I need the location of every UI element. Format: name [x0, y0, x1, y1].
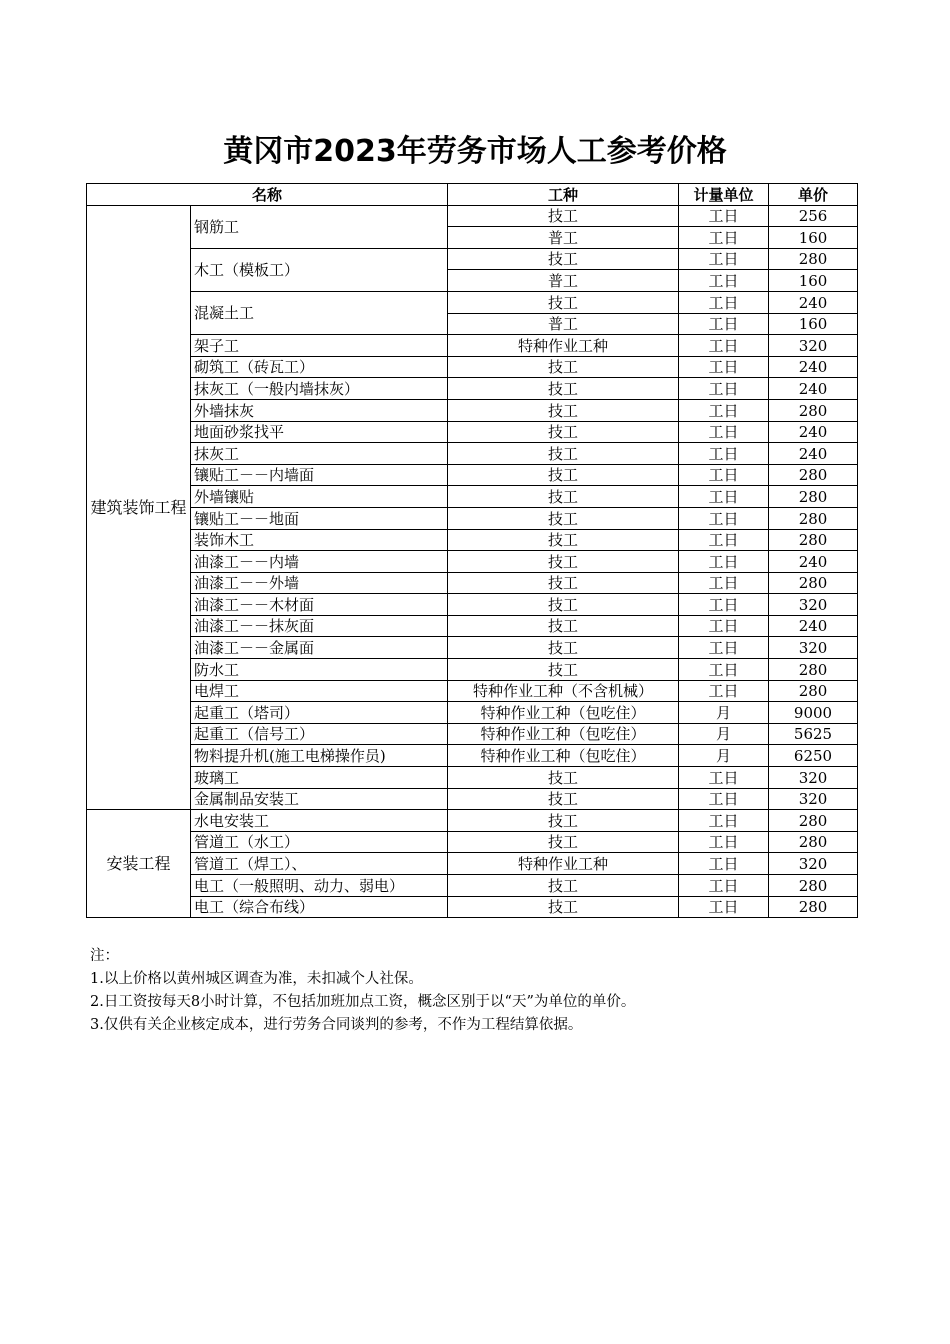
table-row — [87, 723, 858, 745]
price-table — [86, 183, 858, 918]
item-unit: 工日 — [679, 529, 769, 551]
item-price: 240 — [769, 421, 858, 443]
item-type: 技工 — [448, 464, 679, 486]
item-type: 技工 — [448, 572, 679, 594]
table-row — [87, 680, 858, 702]
header-unit: 计量单位 — [679, 184, 769, 206]
item-type: 技工 — [448, 529, 679, 551]
note-item: 1.以上价格以黄州城区调查为准，未扣减个人社保。 — [90, 971, 423, 987]
item-unit: 工日 — [679, 378, 769, 400]
item-unit: 工日 — [679, 615, 769, 637]
item-name: 地面砂浆找平 — [191, 421, 448, 443]
item-name: 抹灰工 — [191, 443, 448, 465]
table-row — [87, 767, 858, 789]
item-unit: 工日 — [679, 680, 769, 702]
item-unit: 工日 — [679, 767, 769, 789]
table-row — [87, 788, 858, 810]
notes — [90, 945, 635, 1037]
item-name: 金属制品安装工 — [191, 788, 448, 810]
table-row — [87, 853, 858, 875]
item-type: 技工 — [448, 594, 679, 616]
item-unit: 工日 — [679, 335, 769, 357]
item-name: 物料提升机(施工电梯操作员) — [191, 745, 448, 767]
table-row — [87, 486, 858, 508]
item-type: 特种作业工种（包吃住） — [448, 745, 679, 767]
item-name: 混凝土工 — [191, 291, 448, 334]
item-type: 技工 — [448, 443, 679, 465]
table-row — [87, 594, 858, 616]
item-price: 280 — [769, 248, 858, 270]
table-row — [87, 356, 858, 378]
item-unit: 工日 — [679, 270, 769, 292]
table-row — [87, 615, 858, 637]
header-type: 工种 — [448, 184, 679, 206]
table-row — [87, 875, 858, 897]
item-unit: 工日 — [679, 572, 769, 594]
item-type: 技工 — [448, 659, 679, 681]
header-price: 单价 — [769, 184, 858, 206]
table-row — [87, 464, 858, 486]
item-unit: 工日 — [679, 810, 769, 832]
table-row — [87, 810, 858, 832]
table-row — [87, 529, 858, 551]
item-unit: 月 — [679, 702, 769, 724]
item-price: 280 — [769, 680, 858, 702]
item-type: 技工 — [448, 205, 679, 227]
item-price: 280 — [769, 875, 858, 897]
table-row — [87, 335, 858, 357]
item-name: 镶贴工－－内墙面 — [191, 464, 448, 486]
item-type: 技工 — [448, 356, 679, 378]
table-row — [87, 399, 858, 421]
item-type: 特种作业工种（包吃住） — [448, 702, 679, 724]
table-header-row — [87, 184, 858, 206]
item-unit: 工日 — [679, 788, 769, 810]
item-unit: 工日 — [679, 507, 769, 529]
item-unit: 工日 — [679, 637, 769, 659]
category-building: 建筑装饰工程 — [87, 205, 191, 810]
table-row — [87, 896, 858, 918]
item-name: 油漆工－－金属面 — [191, 637, 448, 659]
item-price: 280 — [769, 464, 858, 486]
item-price: 280 — [769, 831, 858, 853]
table-row — [87, 443, 858, 465]
table-row — [87, 378, 858, 400]
item-type: 技工 — [448, 767, 679, 789]
item-unit: 工日 — [679, 291, 769, 313]
item-type: 技工 — [448, 551, 679, 573]
item-type: 技工 — [448, 248, 679, 270]
item-type: 技工 — [448, 486, 679, 508]
item-price: 240 — [769, 378, 858, 400]
table-row — [87, 421, 858, 443]
item-name: 电焊工 — [191, 680, 448, 702]
item-type: 特种作业工种 — [448, 335, 679, 357]
item-type: 技工 — [448, 421, 679, 443]
item-price: 280 — [769, 810, 858, 832]
item-price: 280 — [769, 659, 858, 681]
table-row — [87, 507, 858, 529]
item-name: 电工（综合布线） — [191, 896, 448, 918]
table-row — [87, 637, 858, 659]
item-name: 管道工（焊工）、 — [191, 853, 448, 875]
item-unit: 工日 — [679, 875, 769, 897]
item-unit: 工日 — [679, 248, 769, 270]
item-name: 外墙镶贴 — [191, 486, 448, 508]
item-price: 240 — [769, 291, 858, 313]
item-name: 装饰木工 — [191, 529, 448, 551]
item-price: 280 — [769, 486, 858, 508]
table-row — [87, 291, 858, 313]
item-unit: 工日 — [679, 227, 769, 249]
item-price: 5625 — [769, 723, 858, 745]
item-name: 外墙抹灰 — [191, 399, 448, 421]
table-row — [87, 659, 858, 681]
item-type: 技工 — [448, 291, 679, 313]
item-name: 管道工（水工） — [191, 831, 448, 853]
item-unit: 工日 — [679, 853, 769, 875]
item-unit: 工日 — [679, 831, 769, 853]
table-row — [87, 551, 858, 573]
item-type: 技工 — [448, 507, 679, 529]
item-unit: 工日 — [679, 313, 769, 335]
item-unit: 工日 — [679, 421, 769, 443]
item-unit: 工日 — [679, 356, 769, 378]
item-price: 256 — [769, 205, 858, 227]
item-type: 普工 — [448, 313, 679, 335]
item-type: 技工 — [448, 896, 679, 918]
item-name: 玻璃工 — [191, 767, 448, 789]
item-type: 特种作业工种（不含机械） — [448, 680, 679, 702]
item-price: 240 — [769, 551, 858, 573]
item-type: 特种作业工种 — [448, 853, 679, 875]
table-row — [87, 702, 858, 724]
item-price: 280 — [769, 572, 858, 594]
item-price: 320 — [769, 767, 858, 789]
item-type: 技工 — [448, 399, 679, 421]
item-price: 280 — [769, 507, 858, 529]
item-price: 6250 — [769, 745, 858, 767]
table-row — [87, 572, 858, 594]
item-price: 240 — [769, 443, 858, 465]
item-price: 9000 — [769, 702, 858, 724]
item-price: 280 — [769, 529, 858, 551]
item-type: 技工 — [448, 810, 679, 832]
item-unit: 工日 — [679, 443, 769, 465]
item-type: 技工 — [448, 875, 679, 897]
page-title: 黄冈市2023年劳务市场人工参考价格 — [223, 134, 727, 169]
item-name: 电工（一般照明、动力、弱电） — [191, 875, 448, 897]
item-name: 油漆工－－内墙 — [191, 551, 448, 573]
item-name: 水电安装工 — [191, 810, 448, 832]
note-item: 2.日工资按每天8小时计算，不包括加班加点工资，概念区别于以“天”为单位的单价。 — [90, 994, 636, 1010]
item-name: 起重工（塔司） — [191, 702, 448, 724]
item-price: 240 — [769, 356, 858, 378]
table-row — [87, 248, 858, 270]
table-row — [87, 745, 858, 767]
table-row — [87, 205, 858, 227]
item-price: 320 — [769, 637, 858, 659]
item-type: 技工 — [448, 831, 679, 853]
notes-heading: 注： — [90, 948, 119, 964]
item-unit: 工日 — [679, 896, 769, 918]
item-unit: 工日 — [679, 551, 769, 573]
item-price: 320 — [769, 788, 858, 810]
item-name: 防水工 — [191, 659, 448, 681]
item-type: 普工 — [448, 227, 679, 249]
item-price: 160 — [769, 313, 858, 335]
item-name: 镶贴工－－地面 — [191, 507, 448, 529]
item-price: 320 — [769, 594, 858, 616]
item-name: 抹灰工（一般内墙抹灰） — [191, 378, 448, 400]
item-price: 160 — [769, 227, 858, 249]
item-price: 240 — [769, 615, 858, 637]
note-item: 3.仅供有关企业核定成本，进行劳务合同谈判的参考，不作为工程结算依据。 — [90, 1017, 583, 1033]
item-name: 油漆工－－抹灰面 — [191, 615, 448, 637]
item-unit: 工日 — [679, 464, 769, 486]
item-unit: 月 — [679, 723, 769, 745]
item-price: 320 — [769, 853, 858, 875]
table-row — [87, 831, 858, 853]
item-price: 320 — [769, 335, 858, 357]
item-unit: 工日 — [679, 399, 769, 421]
item-unit: 工日 — [679, 594, 769, 616]
item-price: 280 — [769, 896, 858, 918]
item-price: 280 — [769, 399, 858, 421]
item-type: 特种作业工种（包吃住） — [448, 723, 679, 745]
item-unit: 工日 — [679, 205, 769, 227]
item-name: 木工（模板工） — [191, 248, 448, 291]
item-name: 起重工（信号工） — [191, 723, 448, 745]
item-name: 砌筑工（砖瓦工） — [191, 356, 448, 378]
category-install: 安装工程 — [87, 810, 191, 918]
item-type: 技工 — [448, 615, 679, 637]
item-unit: 工日 — [679, 659, 769, 681]
item-type: 技工 — [448, 378, 679, 400]
item-name: 油漆工－－木材面 — [191, 594, 448, 616]
item-name: 钢筋工 — [191, 205, 448, 248]
item-type: 普工 — [448, 270, 679, 292]
item-unit: 月 — [679, 745, 769, 767]
header-name: 名称 — [87, 184, 448, 206]
item-name: 架子工 — [191, 335, 448, 357]
item-unit: 工日 — [679, 486, 769, 508]
item-type: 技工 — [448, 788, 679, 810]
item-type: 技工 — [448, 637, 679, 659]
item-name: 油漆工－－外墙 — [191, 572, 448, 594]
item-price: 160 — [769, 270, 858, 292]
